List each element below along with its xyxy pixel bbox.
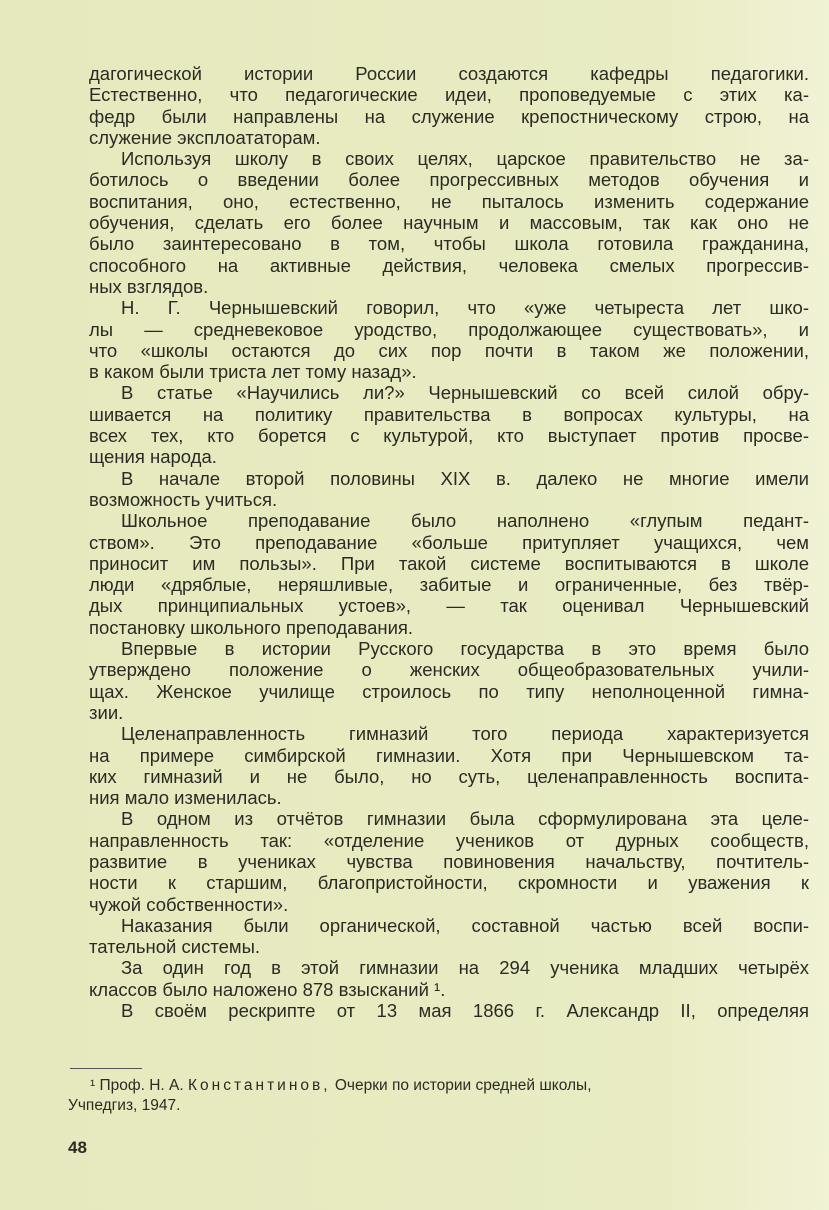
text-line: шивается на политику правительства в вопросах культуры, на — [89, 403, 809, 425]
text-line: федр были направлены на служение крепостническому строю, на — [89, 105, 809, 127]
body-text — [89, 63, 809, 1021]
text-line: В статье «Научились ли?» Чернышевский со всей силой обру- — [121, 382, 809, 404]
text-line: развитие в учениках чувства повиновения начальству, почтитель- — [89, 850, 809, 872]
text-line: За один год в этой гимназии на 294 ученика младших четырёх — [121, 957, 809, 979]
text-line: ности к старшим, благопристойности, скромности и уважения к — [89, 872, 809, 894]
text-line: классов было наложено 878 взысканий ¹. — [89, 978, 446, 1000]
paragraph — [89, 1000, 809, 1021]
paragraph — [89, 468, 809, 511]
text-line: способного на активные действия, человека смелых прогрессив- — [89, 254, 809, 276]
paragraph — [89, 63, 809, 148]
paragraph — [89, 510, 809, 638]
footnote — [68, 1068, 808, 1116]
text-line: ния мало изменилась. — [89, 787, 282, 809]
paragraph — [89, 808, 809, 914]
footnote-line-1 — [68, 1068, 808, 1096]
text-line: на примере симбирской гимназии. Хотя при Чернышевском та- — [89, 744, 809, 766]
text-line: В одном из отчётов гимназии была сформулирована эта целе- — [121, 808, 809, 830]
text-line: воспитания, оно, естественно, не пыталось изменить содержание — [89, 190, 809, 212]
text-line: постановку школьного преподавания. — [89, 616, 414, 638]
text-line: В своём рескрипте от 13 мая 1866 г. Александр II, определяя — [121, 1000, 809, 1022]
footnote-author: Константинов, — [188, 1077, 331, 1094]
text-line: утверждено положение о женских общеобразовательных учили- — [89, 659, 809, 681]
text-line: щения народа. — [89, 446, 217, 468]
text-line: ством». Это преподавание «больше притупляет учащихся, чем — [89, 531, 809, 553]
text-line: направленность так: «отделение учеников от дурных сообществ, — [89, 829, 809, 851]
text-line: ных взглядов. — [89, 275, 209, 297]
paragraph — [89, 957, 809, 1000]
text-line: дых принципиальных устоев», — так оценивал Чернышевский — [89, 595, 809, 617]
text-line: возможность учиться. — [89, 488, 278, 510]
text-line: щах. Женское училище строилось по типу неполноценной гимна- — [89, 680, 809, 702]
text-line: лы — средневековое уродство, продолжающее существовать», и — [89, 318, 809, 340]
text-line: Целенаправленность гимназий того периода характеризуется — [121, 723, 809, 745]
paragraph — [89, 148, 809, 297]
text-line: чужой собственности». — [89, 893, 289, 915]
text-line: было заинтересовано в том, чтобы школа готовила гражданина, — [89, 233, 809, 255]
text-line: Впервые в истории Русского государства в это время было — [121, 638, 809, 660]
paragraph — [89, 297, 809, 382]
text-line: в каком были триста лет тому назад». — [89, 361, 417, 383]
paragraph — [89, 915, 809, 958]
text-line: приносит им пользы». При такой системе воспитываются в школе — [89, 552, 809, 574]
text-line: дагогической истории России создаются кафедры педагогики. — [89, 63, 809, 84]
paragraph — [89, 723, 809, 808]
text-line: Н. Г. Чернышевский говорил, что «уже четыреста лет шко- — [121, 297, 809, 319]
text-line: зии. — [89, 701, 124, 723]
text-line: ботилось о введении более прогрессивных методов обучения и — [89, 169, 809, 191]
footnote-marker: ¹ — [90, 1077, 96, 1094]
text-line: Наказания были органической, составной частью всей воспи- — [121, 914, 809, 936]
paragraph — [89, 638, 809, 723]
paragraph — [89, 382, 809, 467]
footnote-title: Очерки по истории средней школы, — [334, 1077, 592, 1094]
page-number: 48 — [68, 1138, 87, 1157]
text-line: всех тех, кто борется с культурой, кто выступает против просве- — [89, 425, 809, 447]
text-line: люди «дряблые, неряшливые, забитые и ограниченные, без твёр- — [89, 574, 809, 596]
text-line: обучения, сделать его более научным и массовым, так как оно не — [89, 212, 809, 234]
footnote-line-2: Учпедгиз, 1947. — [68, 1097, 181, 1114]
text-line: Используя школу в своих целях, царское правительство не за- — [121, 148, 809, 170]
text-line: ких гимназий и не было, но суть, целенаправленность воспита- — [89, 765, 809, 787]
text-line: Естественно, что педагогические идеи, проповедуемые с этих ка- — [89, 84, 809, 106]
text-line: В начале второй половины XIX в. далеко не многие имели — [121, 467, 809, 489]
text-line: что «школы остаются до сих пор почти в таком же положении, — [89, 339, 809, 361]
text-line: тательной системы. — [89, 936, 261, 958]
footnote-prefix: Проф. Н. А. — [99, 1077, 184, 1094]
text-line: Школьное преподавание было наполнено «глупым педант- — [121, 510, 809, 532]
text-line: служение эксплоататорам. — [89, 126, 321, 148]
